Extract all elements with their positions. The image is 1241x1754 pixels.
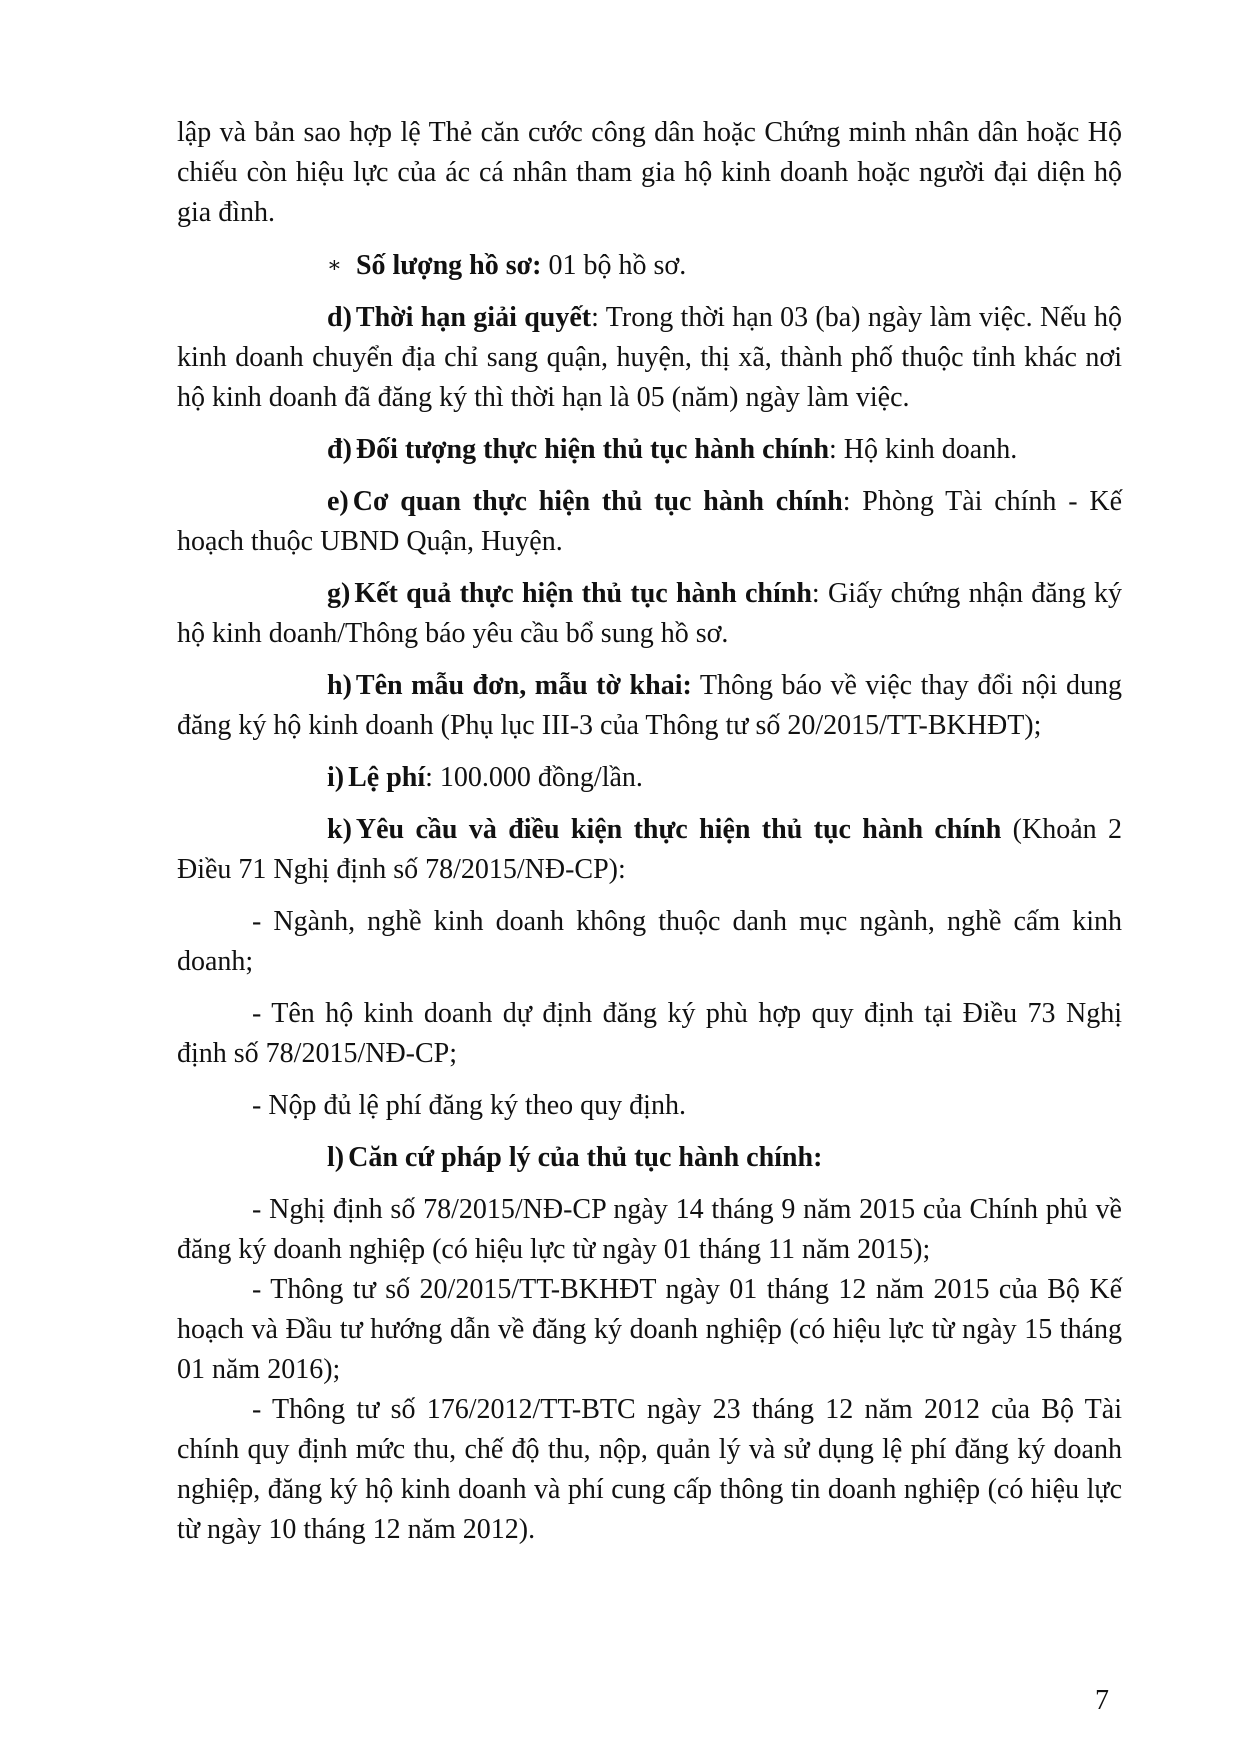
section-d-marker: d) <box>327 302 352 333</box>
section-e-text: : Phòng Tài chính - Kế hoạch thuộc UBND Quận, Huyện. <box>177 486 1122 557</box>
section-g-text: : Giấy chứng nhận đăng ký hộ kinh doanh/Thông báo yêu cầu bổ sung hồ sơ. <box>177 578 1122 649</box>
section-e-marker: e) <box>327 486 349 517</box>
paragraph-continuation: lập và bản sao hợp lệ Thẻ căn cước công dân hoặc Chứng minh nhân dân hoặc Hộ chiếu còn hiệu lực của ác cá nhân tham gia hộ kinh doanh hoặc người đại diện hộ gia đình. <box>177 117 1122 228</box>
asterisk-bullet-icon: ∗ <box>327 252 342 277</box>
section-i-fee <box>177 758 1122 798</box>
section-k-marker: k) <box>327 814 352 845</box>
section-d-text: : Trong thời hạn 03 (ba) ngày làm việc. Nếu hộ kinh doanh chuyển địa chỉ sang quận, huyện, thị xã, thành phố thuộc tỉnh khác nơi hộ kinh doanh đã đăng ký thì thời hạn là 05 (năm) ngày làm việc. <box>177 302 1122 413</box>
section-l-legal-basis <box>177 1138 1122 1178</box>
section-dd-text: : Hộ kinh doanh. <box>829 434 1018 465</box>
section-l-text: : <box>813 1142 823 1173</box>
section-h-text: Thông báo về việc thay đổi nội dung đăng ký hộ kinh doanh (Phụ lục III-3 của Thông tư số 20/2015/TT-BKHĐT); <box>177 670 1122 741</box>
document-page <box>177 113 1122 1550</box>
section-g-label: Kết quả thực hiện thủ tục hành chính <box>354 578 812 609</box>
section-l-item: - Thông tư số 20/2015/TT-BKHĐT ngày 01 tháng 12 năm 2015 của Bộ Kế hoạch và Đầu tư hướng dẫn về đăng ký doanh nghiệp (có hiệu lực từ ngày 15 tháng 01 năm 2016); <box>177 1274 1122 1385</box>
section-h-forms <box>177 666 1122 746</box>
section-i-label: Lệ phí <box>348 762 426 793</box>
section-d-label: Thời hạn giải quyết <box>355 302 592 333</box>
dossier-quantity-label: Số lượng hồ sơ: <box>355 250 542 281</box>
section-g-result <box>177 574 1122 654</box>
section-i-marker: i) <box>327 762 345 793</box>
section-l-item: - Thông tư số 176/2012/TT-BTC ngày 23 tháng 12 năm 2012 của Bộ Tài chính quy định mức thu, chế độ thu, nộp, quản lý và sử dụng lệ phí đăng ký doanh nghiệp, đăng ký hộ kinh doanh và phí cung cấp thông tin doanh nghiệp (có hiệu lực từ ngày 10 tháng 12 năm 2012). <box>177 1394 1122 1545</box>
page-number: 7 <box>1095 1685 1109 1716</box>
section-dd-marker: đ) <box>327 434 352 465</box>
section-dd-subject <box>177 430 1122 470</box>
section-k-item: - Ngành, nghề kinh doanh không thuộc danh mục ngành, nghề cấm kinh doanh; <box>177 906 1122 977</box>
section-dd-label: Đối tượng thực hiện thủ tục hành chính <box>355 434 830 465</box>
section-i-text: : 100.000 đồng/lần. <box>425 762 643 793</box>
dossier-quantity-text: 01 bộ hồ sơ. <box>541 250 687 281</box>
section-e-agency <box>177 482 1122 562</box>
section-k-item: - Tên hộ kinh doanh dự định đăng ký phù hợp quy định tại Điều 73 Nghị định số 78/2015/NĐ-CP; <box>177 998 1122 1069</box>
section-k-text: (Khoản 2 Điều 71 Nghị định số 78/2015/NĐ-CP): <box>177 814 1122 885</box>
section-g-marker: g) <box>327 578 351 609</box>
section-l-item: - Nghị định số 78/2015/NĐ-CP ngày 14 tháng 9 năm 2015 của Chính phủ về đăng ký doanh nghiệp (có hiệu lực từ ngày 01 tháng 11 năm 2015); <box>177 1194 1122 1265</box>
section-e-label: Cơ quan thực hiện thủ tục hành chính <box>352 486 843 517</box>
section-k-item: - Nộp đủ lệ phí đăng ký theo quy định. <box>252 1090 686 1121</box>
section-d-processing-time <box>177 298 1122 418</box>
section-k-requirements <box>177 810 1122 890</box>
section-h-marker: h) <box>327 670 352 701</box>
section-l-label: Căn cứ pháp lý của thủ tục hành chính <box>348 1142 814 1173</box>
section-h-label: Tên mẫu đơn, mẫu tờ khai: <box>355 670 692 701</box>
section-k-label: Yêu cầu và điều kiện thực hiện thủ tục hành chính <box>355 814 1002 845</box>
paragraph-dossier-quantity <box>177 245 1122 286</box>
section-l-marker: l) <box>327 1142 345 1173</box>
